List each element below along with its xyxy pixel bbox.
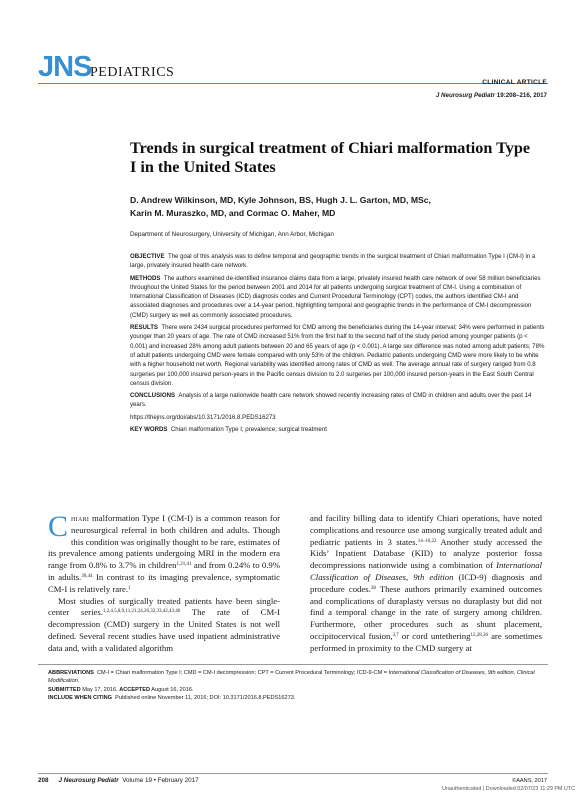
methods-text: The authors examined de-identified insurance claims data from a large, privately insured health care network of over 58 million beneficiaries throughout the United States for the period between 2001 and 2014 for all patients undergoing surgical treatment of CM-I. Using a combination of International Classification of Diseases (ICD) diagnosis codes and Current Procedural Terminology (CPT) codes, the authors identified CM-I and associated diagnoses and procedures over a 14-year period, highlighting temporal and geographic trends in the performance of CM-I decompression (CMD) surgery as well as commonly associated procedures. [130,274,541,319]
abbrev-text-a: CM-I = Chiari malformation Type I; CMD = CM-I decompression; CPT = Current Procedural Terminology; ICD-9-CM = [97,670,389,676]
p1-text-a: malformation Type I (CM-I) is a common reason for neurosurgical referral in both children and adults. Though this condition was originally thought to be rare, estimates of its prevalence among patients undergoing MRI in the modern era range from 0.8% to 3.7% in children [48,513,280,571]
p1-text-c: In contrast to its imaging prevalence, symptomatic CM-I is relatively rare. [48,571,280,594]
abstract-objective [130,252,546,271]
methods-label: METHODS [130,274,161,282]
authors-line-1: D. Andrew Wilkinson, MD, Kyle Johnson, BS, Hugh J. L. Garton, MD, MSc, [130,195,431,205]
citation-ref: 38 [370,585,376,591]
citation-ref: 12,28,36 [470,632,488,638]
abbrev-italic: International Classification of Diseases, 9th edition, Clinical Modification [48,670,535,685]
abbreviations-note [48,669,548,686]
drop-cap: C [48,510,69,543]
c2-text-a: and facility billing data to identify Chiari operations, have noted complications and resource use among surgically treated adult and pediatric patients in 3 states. [310,513,542,547]
accepted-date: August 16, 2016. [151,686,194,693]
citation-ref: 30,44 [81,573,93,579]
footer-issue: Volume 19 • February 2017 [122,777,199,784]
citation-ref: 14–16,22 [417,538,437,544]
objective-text: The goal of this analysis was to define temporal and geographic trends in the surgical treatment of Chiari malformation Type I (CM-I) in a large, privately insured health care network. [130,253,536,270]
p1-text-b: and from 0.24% to 0.9% in adults. [48,560,280,582]
results-label: RESULTS [130,324,158,332]
body-column-left [48,510,280,655]
journal-logo-pediatrics: PEDIATRICS [90,65,175,80]
affiliation: Department of Neurosurgery, University of Michigan, Ann Arbor, Michigan [130,231,334,238]
keywords-text: Chiari malformation Type I; prevalence; surgical treatment [170,426,327,434]
citation-journal: J Neurosurg Pediatr [435,92,496,99]
submitted-label: SUBMITTED [48,686,81,693]
results-text: There were 2434 surgical procedures performed for CMD among the beneficiaries during the 14-year interval; 34% were performed in patients younger than 20 years of age. The rate of CMD increased 51% from the first half to the second half of the study period among younger patients (p < 0.001) and increased 28% among adult patients between 20 and 65 years of age (p < 0.001). A large sex difference was noted among adult patients; 78% of adult patients undergoing CMD were female compared with only 53% of the children. Pediatric patients undergoing CMD were more likely to be white with a higher household net worth. Regional variability was identified among rates of CMD as well. The average annual rate of surgery ranged from 0.8 surgeries per 100,000 insured person-years in the Pacific census division to 2.0 surgeries per 100,000 insured person-years in the East South Central census division. [130,324,545,387]
body-paragraph-3 [310,513,542,655]
page-footer-rule [38,773,548,774]
page-number: 208 [38,777,49,784]
objective-label: OBJECTIVE [130,253,165,260]
citation-ref: 3,7 [392,632,399,638]
journal-logo-jns: JNS [38,51,92,83]
citation-ref: 1,21,41 [176,562,192,568]
footnote-rule [38,664,548,665]
include-label: INCLUDE WHEN CITING [48,694,113,701]
abstract-results [130,323,546,388]
footer-journal: J Neurosurg Pediatr [58,777,119,784]
c2-text-f: are sometimes performed in proximity to the CMD surgery at [310,630,542,653]
authors-line-2: Karin M. Muraszko, MD, and Cormac O. Maher, MD [130,208,336,218]
author-list [130,194,540,220]
p2-text-a: Most studies of surgically treated patients have been single-center series. [48,595,280,618]
header-rule [38,83,548,84]
c2-text-e: or cord untethering [398,630,471,641]
c2-text-d: These authors primarily examined outcomes and complications of duraplasty versus no duraplasty but did not find a temporal change in the rate of surgery among children. Furthermore, other procedures such as shunt placement, occipitocervical fusion, [310,583,542,641]
body-column-right [310,513,542,655]
doi-link[interactable]: https://thejns.org/doi/abs/10.3171/2016.8.PEDS16273 [130,413,276,421]
copyright: ©AANS, 2017 [512,778,547,784]
footnotes [48,669,548,702]
citation-ref: 1 [128,585,131,591]
include-text: Published online November 11, 2016; DOI: 10.3171/2016.8.PEDS16273. [115,694,296,701]
accepted-label: ACCEPTED [119,686,150,693]
abbrev-text-b: . [77,678,80,685]
abstract-conclusions [130,391,546,410]
abstract-keywords [130,425,546,434]
body-paragraph-2 [48,596,280,655]
abstract-methods [130,274,546,320]
article-title: Trends in surgical treatment of Chiari malformation Type I in the United States [130,139,531,176]
citation-volume: 19:208–216, 2017 [496,92,547,99]
c2-text-c: (ICD-9) diagnosis and procedure codes. [310,571,542,594]
abstract [130,252,546,437]
submitted-note [48,686,548,694]
submitted-date: May 17, 2016. [82,686,118,693]
conclusions-text: Analysis of a large nationwide health care network showed recently increasing rates of CMD in children and adults over the past 14 years. [130,392,532,409]
small-caps-lead: hiari [71,513,90,523]
abbreviations-label: ABBREVIATIONS [48,670,94,676]
page-footer-left [38,777,199,785]
p2-text-b: The rate of CM-I decompression (CMD) surgery in the United States is not well defined. Several recent studies have used inpatient administrative data and, with a validated algorithm [48,607,280,653]
citing-note [48,694,548,702]
keywords-label: KEY WORDS [130,426,168,434]
c2-text-b: Another study accessed the Kids’ Inpatient Database (KID) to analyze posterior fossa decompressions nationwide using a combination of [310,536,543,571]
journal-citation [436,92,547,100]
body-paragraph-1 [48,510,280,596]
c2-italic: International Classification of Diseases, 9th edition [310,560,542,582]
citation-ref: 1,2,4,5,8,9,11,21,24,26,32,33,42,43,46 [102,609,181,615]
conclusions-label: CONCLUSIONS [130,392,176,400]
download-stamp: Unauthenticated | Downloaded 02/07/23 11:29 PM UTC [442,786,575,792]
section-label: CLINICAL ARTICLE [482,79,547,86]
